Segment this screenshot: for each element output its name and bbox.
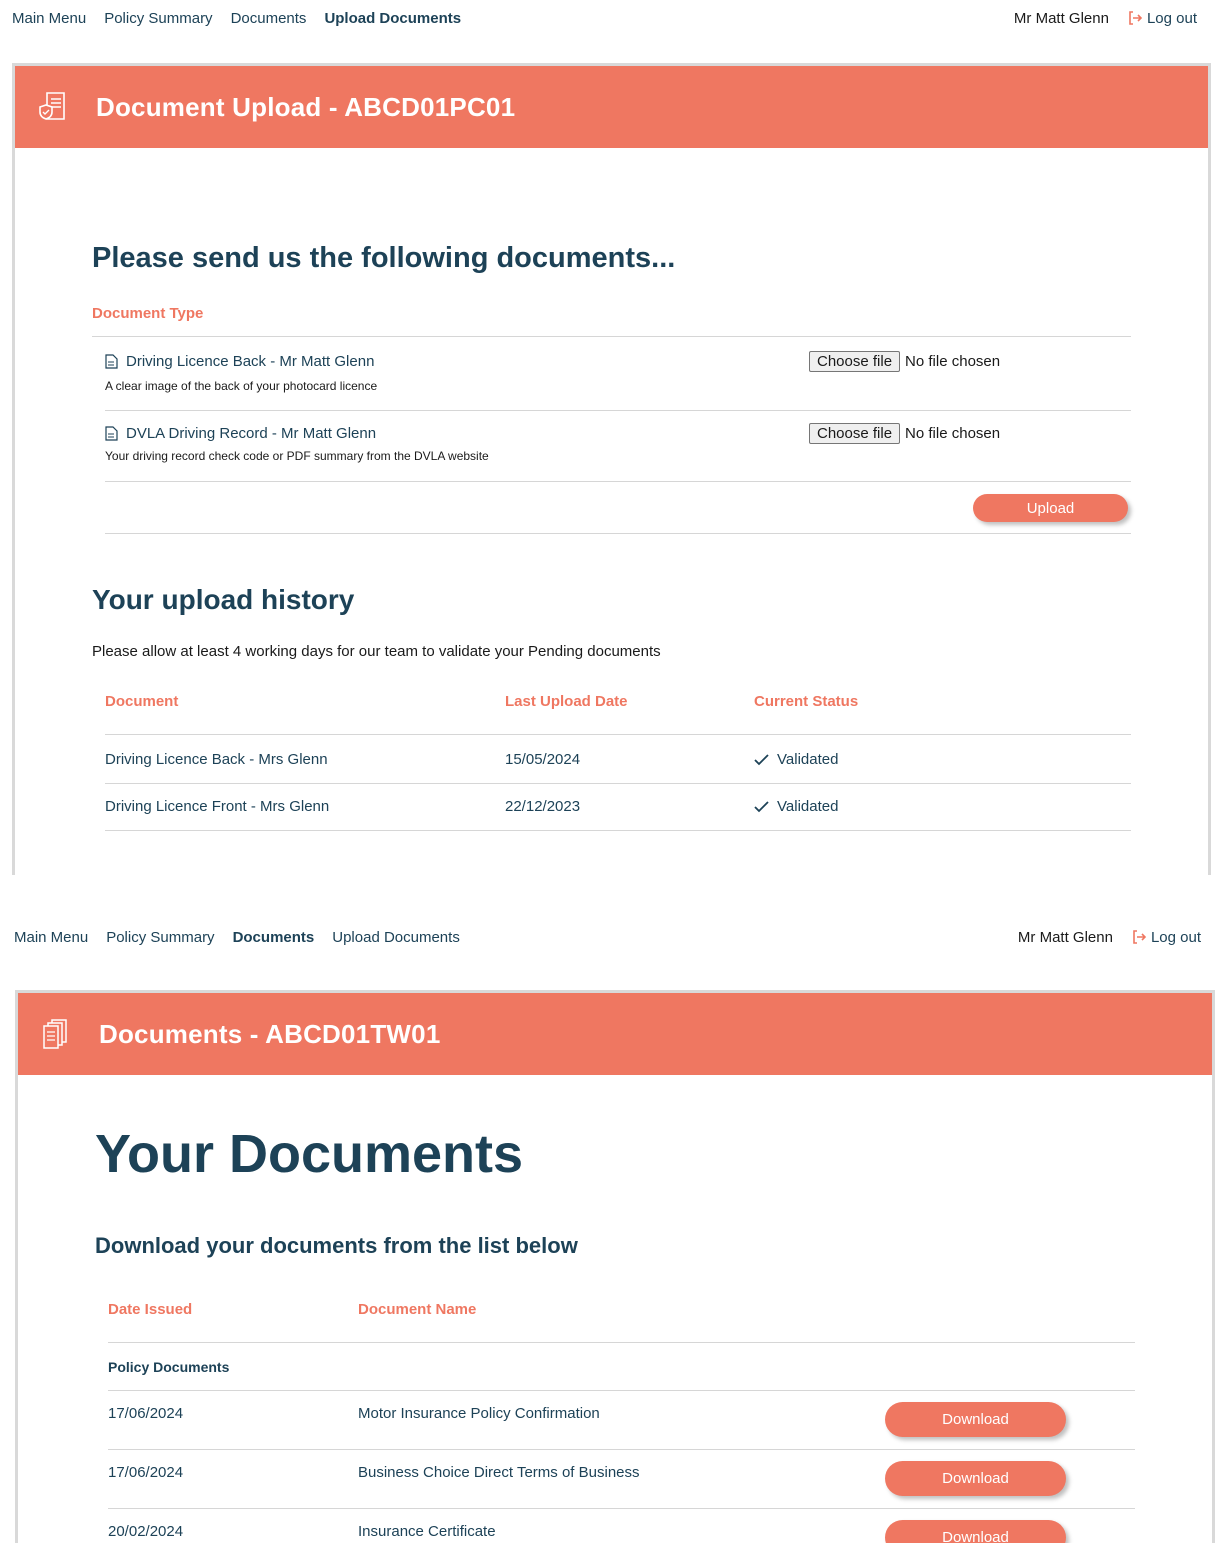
nav-policy-summary[interactable]: Policy Summary	[106, 928, 215, 946]
top-nav-links	[12, 10, 461, 27]
divider	[105, 481, 1131, 482]
file-status: No file chosen	[905, 425, 1001, 442]
upload-banner-title: Document Upload - ABCD01PC01	[96, 91, 516, 122]
history-status-label: Validated	[777, 751, 839, 768]
check-icon	[754, 754, 769, 766]
upload-button[interactable]: Upload	[973, 494, 1128, 522]
divider	[105, 783, 1131, 784]
divider	[105, 533, 1131, 534]
doc-date: 17/06/2024	[108, 1405, 184, 1422]
document-icon	[105, 426, 118, 441]
download-button[interactable]: Download	[885, 1520, 1066, 1543]
nav-main-menu[interactable]: Main Menu	[12, 9, 87, 27]
file-subtitle: A clear image of the back of your photocard licence	[105, 379, 378, 393]
history-status	[754, 798, 838, 815]
history-document: Driving Licence Back - Mrs Glenn	[105, 751, 328, 768]
doc-name: Motor Insurance Policy Confirmation	[358, 1405, 600, 1422]
nav-upload-documents[interactable]: Upload Documents	[332, 928, 460, 946]
col-document-name: Document Name	[358, 1301, 477, 1318]
col-date-issued: Date Issued	[108, 1301, 193, 1318]
history-heading: Your upload history	[92, 584, 355, 615]
history-status	[754, 751, 838, 768]
doc-name: Business Choice Direct Terms of Business	[358, 1464, 640, 1481]
user-name: Mr Matt Glenn	[1013, 9, 1109, 27]
doc-name: Insurance Certificate	[358, 1523, 496, 1540]
file-title: DVLA Driving Record - Mr Matt Glenn	[126, 425, 377, 442]
history-col-status: Current Status	[754, 693, 859, 710]
doc-type-label: Document Type	[92, 305, 204, 322]
documents-banner	[18, 993, 1212, 1075]
download-button[interactable]: Download	[885, 1402, 1066, 1437]
nav-documents[interactable]: Documents	[230, 9, 307, 27]
divider	[108, 1449, 1135, 1450]
history-date: 22/12/2023	[505, 798, 581, 815]
group-label: Policy Documents	[108, 1359, 230, 1375]
nav-main-menu[interactable]: Main Menu	[14, 928, 89, 946]
bottom-nav	[0, 919, 1225, 955]
logout-icon	[1127, 10, 1143, 26]
upload-panel	[12, 63, 1211, 875]
download-button[interactable]: Download	[885, 1461, 1066, 1496]
history-note: Please allow at least 4 working days for our team to validate your Pending documents	[92, 643, 661, 660]
divider	[108, 1390, 1135, 1391]
bottom-nav-links	[14, 929, 460, 946]
file-chooser	[809, 351, 1000, 372]
logout-icon	[1131, 929, 1147, 945]
history-status-label: Validated	[777, 798, 839, 815]
doc-date: 17/06/2024	[108, 1464, 184, 1481]
logout-label: Log out	[1150, 928, 1201, 946]
document-shield-icon	[37, 90, 71, 124]
logout-label: Log out	[1146, 9, 1197, 27]
top-nav	[0, 0, 1225, 36]
choose-file-button[interactable]: Choose file	[809, 351, 900, 372]
divider	[105, 734, 1131, 735]
divider	[108, 1342, 1135, 1343]
doc-date: 20/02/2024	[108, 1523, 184, 1540]
file-row	[105, 353, 377, 393]
logout-link[interactable]	[1127, 10, 1197, 27]
check-icon	[754, 801, 769, 813]
divider	[108, 1508, 1135, 1509]
history-document: Driving Licence Front - Mrs Glenn	[105, 798, 330, 815]
history-date: 15/05/2024	[505, 751, 581, 768]
divider	[105, 410, 1131, 411]
documents-heading: Your Documents	[95, 1124, 524, 1184]
divider	[105, 830, 1131, 831]
documents-panel	[15, 990, 1215, 1543]
documents-banner-title: Documents - ABCD01TW01	[99, 1018, 441, 1049]
divider	[92, 336, 1131, 337]
file-subtitle: Your driving record check code or PDF summary from the DVLA website	[105, 449, 489, 463]
logout-link[interactable]	[1131, 929, 1201, 946]
documents-subheading: Download your documents from the list below	[95, 1233, 578, 1258]
upload-banner	[15, 66, 1208, 148]
history-col-date: Last Upload Date	[505, 693, 628, 710]
file-row	[105, 425, 489, 463]
history-col-document: Document	[105, 693, 179, 710]
user-name: Mr Matt Glenn	[1017, 928, 1113, 946]
nav-upload-documents[interactable]: Upload Documents	[324, 9, 462, 27]
file-title: Driving Licence Back - Mr Matt Glenn	[126, 353, 375, 370]
documents-stack-icon	[40, 1017, 74, 1051]
nav-documents[interactable]: Documents	[232, 928, 315, 946]
upload-heading: Please send us the following documents...	[92, 242, 676, 274]
document-icon	[105, 354, 118, 369]
file-chooser	[809, 423, 1000, 444]
file-status: No file chosen	[905, 353, 1001, 370]
nav-policy-summary[interactable]: Policy Summary	[104, 9, 213, 27]
choose-file-button[interactable]: Choose file	[809, 423, 900, 444]
